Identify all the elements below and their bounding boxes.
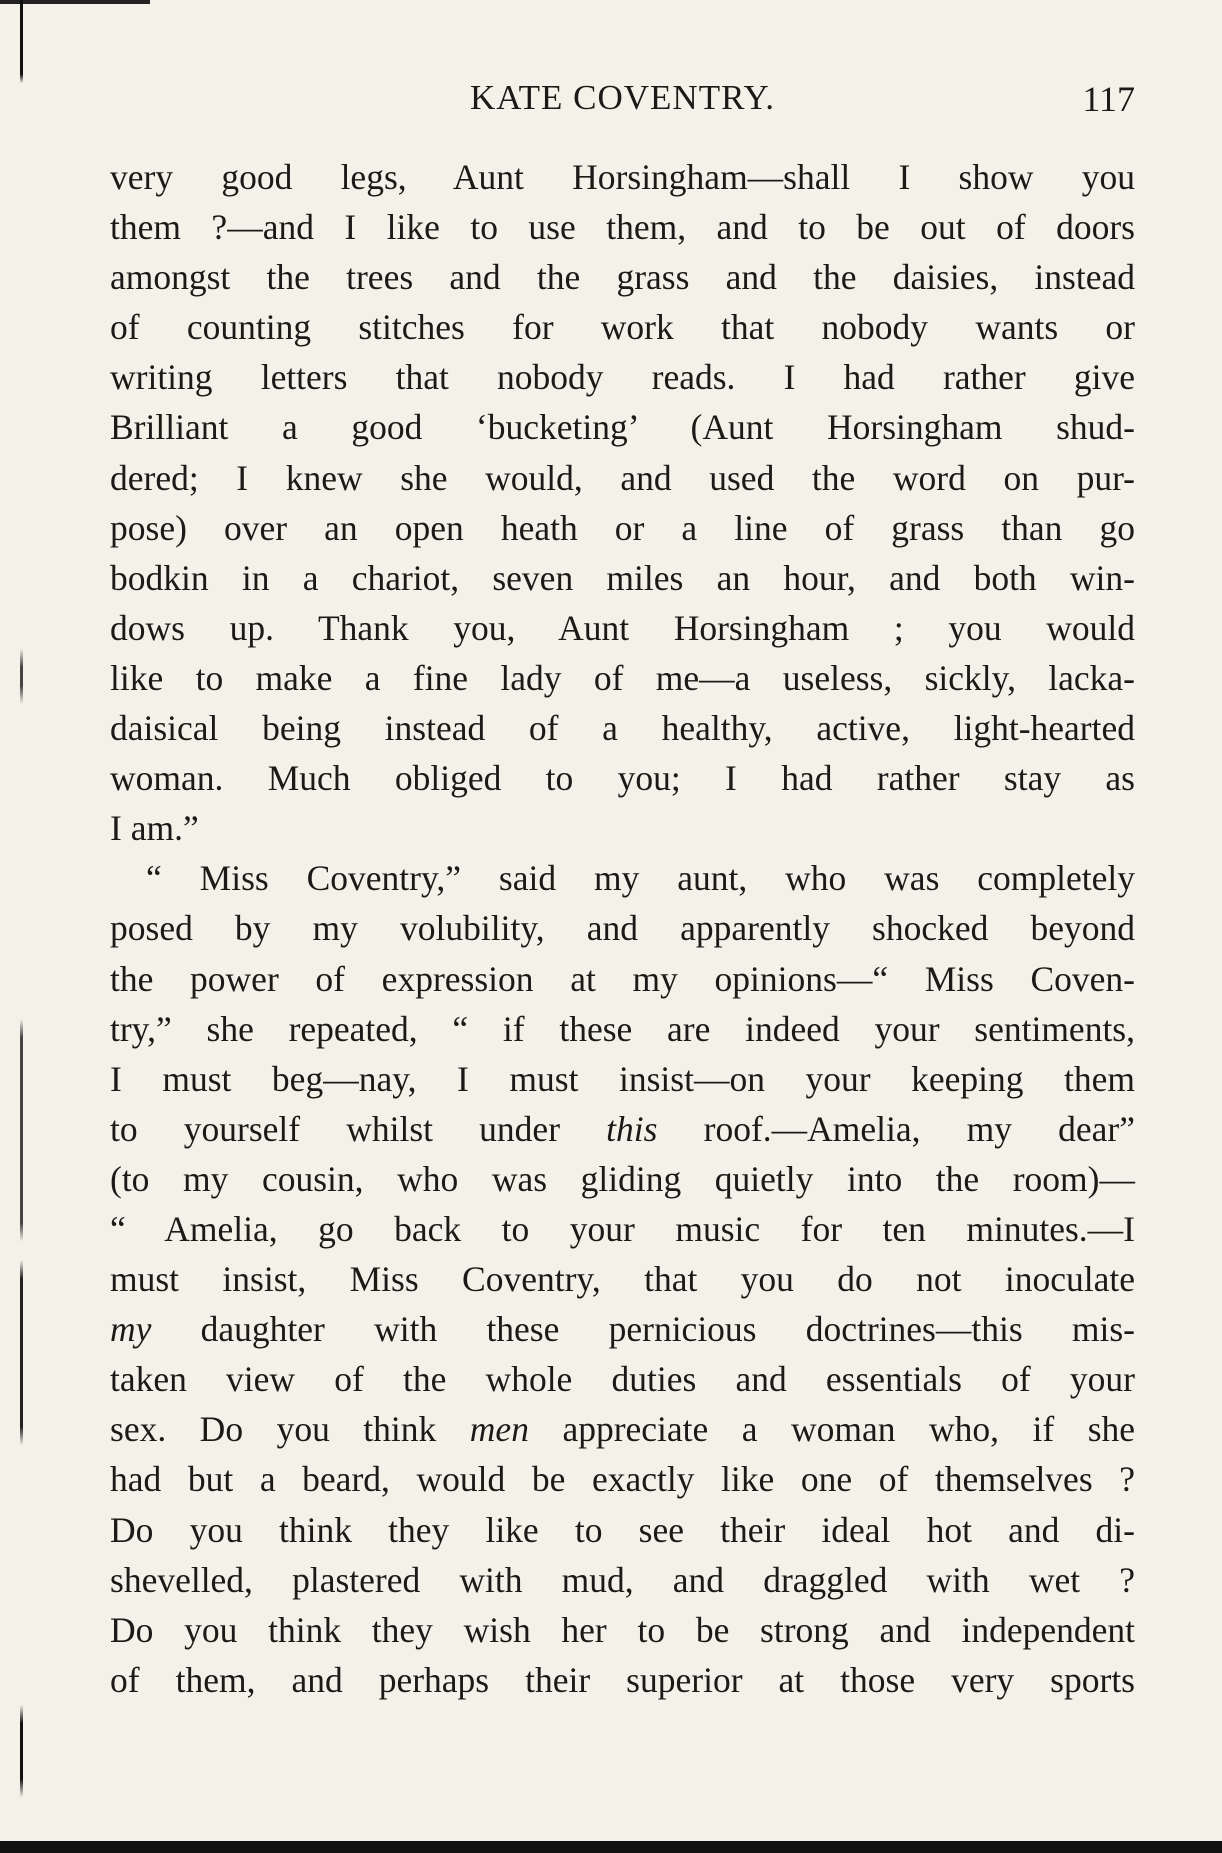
- text-line: (to my cousin, who was gliding quietly into the room)—: [110, 1158, 1135, 1199]
- text-line: of them, and perhaps their superior at those very sports: [110, 1659, 1135, 1700]
- text-line: writing letters that nobody reads. I had rather give: [110, 357, 1135, 398]
- emphasis-word: men: [469, 1409, 529, 1450]
- text-segment: roof.—Amelia, my dear”: [703, 1108, 1136, 1149]
- text-line: daisical being instead of a healthy, active, light-hearted: [110, 708, 1135, 749]
- running-head: [110, 78, 1135, 128]
- text-line: woman. Much obliged to you; I had rather stay as: [110, 758, 1135, 799]
- text-line: posed by my volubility, and apparently shocked beyond: [110, 908, 1135, 949]
- scan-edge-bottom: [0, 1841, 1222, 1853]
- text-line: “ Miss Coventry,” said my aunt, who was completely: [146, 858, 1135, 899]
- running-title: KATE COVENTRY.: [469, 78, 776, 117]
- text-line: try,” she repeated, “ if these are indeed your sentiments,: [110, 1008, 1135, 1049]
- text-line: Brilliant a good ‘bucketing’ (Aunt Horsingham shud-: [110, 407, 1135, 448]
- text-line: pose) over an open heath or a line of grass than go: [110, 507, 1135, 548]
- text-line: dows up. Thank you, Aunt Horsingham ; you would: [110, 607, 1135, 648]
- text-segment: daughter with these pernicious doctrines—this mis-: [200, 1309, 1136, 1350]
- text-segment: appreciate a woman who, if she: [562, 1409, 1136, 1450]
- text-line: “ Amelia, go back to your music for ten minutes.—I: [110, 1208, 1135, 1249]
- text-line: I must beg—nay, I must insist—on your keeping them: [110, 1058, 1135, 1099]
- text-line: Do you think they like to see their ideal hot and di-: [110, 1509, 1135, 1550]
- text-body: [110, 152, 1135, 1705]
- text-line: shevelled, plastered with mud, and draggled with wet ?: [110, 1559, 1135, 1600]
- text-line: I am.”: [110, 808, 199, 849]
- text-line: them ?—and I like to use them, and to be out of doors: [110, 207, 1135, 248]
- text-line: the power of expression at my opinions—“ Miss Coven-: [110, 958, 1135, 999]
- text-line: had but a beard, would be exactly like one of themselves ?: [110, 1459, 1135, 1500]
- text-line: like to make a fine lady of me—a useless, sickly, lacka-: [110, 657, 1135, 698]
- text-line: [110, 1404, 1135, 1454]
- text-segment: sex. Do you think: [110, 1409, 437, 1450]
- text-line: [110, 1304, 1135, 1354]
- text-line: very good legs, Aunt Horsingham—shall I show you: [110, 157, 1135, 197]
- emphasis-word: this: [606, 1108, 658, 1149]
- text-line: of counting stitches for work that nobody wants or: [110, 307, 1135, 348]
- page-number: 117: [1082, 79, 1135, 119]
- text-line: [110, 1104, 1135, 1154]
- text-line: amongst the trees and the grass and the daisies, instead: [110, 257, 1135, 298]
- text-line: bodkin in a chariot, seven miles an hour, and both win-: [110, 557, 1135, 598]
- text-line: must insist, Miss Coventry, that you do not inoculate: [110, 1259, 1135, 1300]
- emphasis-word: my: [110, 1309, 152, 1350]
- scan-edge-left: [20, 0, 23, 1853]
- text-segment: to yourself whilst under: [110, 1108, 561, 1149]
- text-line: taken view of the whole duties and essentials of your: [110, 1359, 1135, 1400]
- text-line: Do you think they wish her to be strong and independent: [110, 1609, 1135, 1650]
- text-line: dered; I knew she would, and used the word on pur-: [110, 457, 1135, 498]
